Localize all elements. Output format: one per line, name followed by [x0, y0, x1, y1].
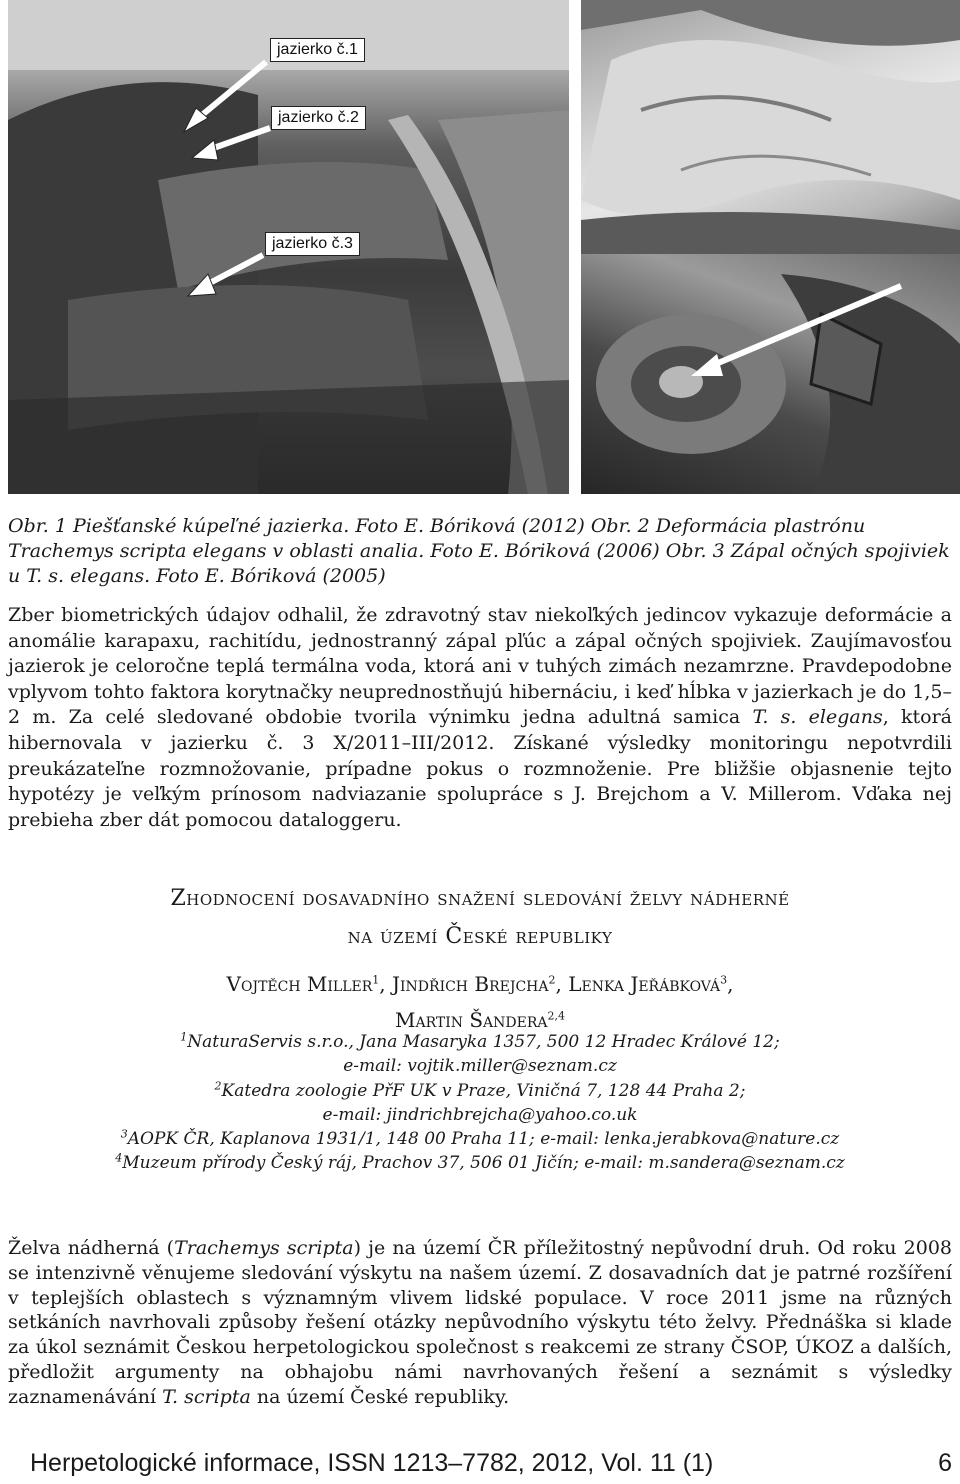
- paragraph-text: na území České republiky.: [250, 1385, 510, 1408]
- author-list: Vojtěch Miller$^1$, Jindřich Brejcha$^2$, Lenka Jeřábková$^3$, Martin Šandera$^{2,4}$: [226, 972, 734, 1032]
- affiliation-text: AOPK ČR, Kaplanova 1931/1, 148 00 Praha 11; e-mail: lenka.jerabkova@nature.cz: [127, 1129, 840, 1150]
- pond-label-1: jazierko č.1: [270, 38, 365, 62]
- species-name: T. s. elegans: [752, 706, 883, 729]
- author-name: Vojtěch Miller: [226, 972, 373, 996]
- paragraph-text: Želva nádherná (: [8, 1237, 175, 1259]
- pond-label-3: jazierko č.3: [265, 232, 360, 256]
- title-initial: Č: [445, 924, 463, 949]
- affiliation-email: e-mail: vojtik.miller@seznam.cz: [343, 1056, 617, 1077]
- title-text: na území: [347, 924, 446, 949]
- affil-number: 3: [120, 1127, 128, 1141]
- pond-label-2: jazierko č.2: [271, 106, 366, 130]
- figure-ponds-photo: [8, 0, 569, 494]
- paragraph-text: , ktorá hibernovala v jazierku č. 3 X/2011–III/2012. Získané výsledky monitoringu nepotvrdili preukázateľne rozmnožovanie, prípadne pokus o rozmnoženie. Pre bližšie objasnenie tejto hypotézy je veľkým prínosom nadviazanie spolupráce s J. Brejchom a V. Millerom. Vďaka nej prebieha zber dát pomocou dataloggeru.: [8, 706, 952, 831]
- affil-number: 2: [214, 1078, 222, 1092]
- paragraph-text: ) je na území ČR příležitostný nepůvodní druh. Od roku 2008 se intenzivně věnujeme sledování výskytu na našem území. Z dosavadních dat je patrné rozšíření v teplejších oblastech s významným vlivem lidské populace. V roce 2011 jsme na různých setkáních navrhovali způsoby řešení otázky nepůvodního výskytu této želvy. Přednáška si klade za úkol seznámit Českou herpetologickou společnost s reakcemi ze strany ČSOP, ÚKOZ a dalších, předložit argumenty na obhajobu námi navrhovaných řešení a seznámit s výsledky zaznamenávání: [8, 1237, 953, 1408]
- affil-number: 4: [115, 1151, 123, 1165]
- author-affil-mark: 1: [372, 973, 380, 987]
- affiliation-text: Muzeum přírody Český ráj, Prachov 37, 506 01 Jičín; e-mail: m.sandera@seznam.cz: [122, 1153, 845, 1174]
- author-affil-mark: 2: [548, 973, 556, 987]
- article-title: [0, 880, 960, 956]
- species-name: T. scripta: [162, 1385, 251, 1408]
- figure-plastron-photo: [581, 0, 960, 254]
- title-text: hodnocení dosavadního snažení sledování želvy nádherné: [186, 886, 790, 911]
- affiliation-email: e-mail: jindrichbrejcha@yahoo.co.uk: [322, 1104, 638, 1125]
- affil-number: 1: [180, 1030, 188, 1044]
- page-number: 6: [938, 1449, 952, 1477]
- figure-caption: Obr. 1 Piešťanské kúpeľné jazierka. Foto E. Bóriková (2012) Obr. 2 Deformácia plastrónu Trachemys scripta elegans v oblasti analia. Foto E. Bóriková (2006) Obr. 3 Zápal očných spojiviek u T. s. elegans. Foto E. Bóriková (2005): [8, 515, 950, 587]
- title-initial: Z: [170, 886, 187, 911]
- title-text: eské republiky: [462, 924, 613, 949]
- plastron-photo-illustration: [581, 0, 960, 254]
- affiliation-list: [0, 1030, 960, 1176]
- author-name: Martin Šandera: [394, 1008, 548, 1032]
- page-footer: [30, 1448, 952, 1478]
- author-affil-mark: 2,4: [547, 1009, 566, 1023]
- figure-eye-photo: [581, 254, 960, 494]
- journal-citation: Herpetologické informace, ISSN 1213–7782, 2012, Vol. 11 (1): [30, 1449, 714, 1477]
- affiliation-text: Katedra zoologie PřF UK v Praze, Viničná 7, 128 44 Praha 2;: [221, 1080, 746, 1101]
- species-name: Trachemys scripta: [174, 1237, 354, 1259]
- paragraph-text: Zber biometrických údajov odhalil, že zdravotný stav niekoľkých jedincov vykazuje deformácie a anomálie karapaxu, rachitídu, jednostranný zápal pľúc a zápal očných spojiviek. Zaujímavosťou jazierok je celoročne teplá termálna voda, ktorá ani v tuhých zimách nezamrzne. Pravdepodobne vplyvom tohto faktora korytnačky neuprednostňujú hibernáciu, i keď hĺbka v jazierkach je do 1,5–2 m. Za celé sledované obdobie tvorila výnimku jedna adultná samica: [8, 604, 952, 729]
- body-paragraph-1: [8, 603, 952, 833]
- author-name: Lenka Jeřábková: [568, 972, 721, 996]
- author-name: Jindřich Brejcha: [392, 972, 549, 996]
- affiliation-text: NaturaServis s.r.o., Jana Masaryka 1357, 500 12 Hradec Králové 12;: [187, 1032, 780, 1052]
- author-affil-mark: 3: [720, 973, 728, 987]
- eye-photo-illustration: [581, 254, 960, 494]
- body-paragraph-2: [8, 1236, 952, 1410]
